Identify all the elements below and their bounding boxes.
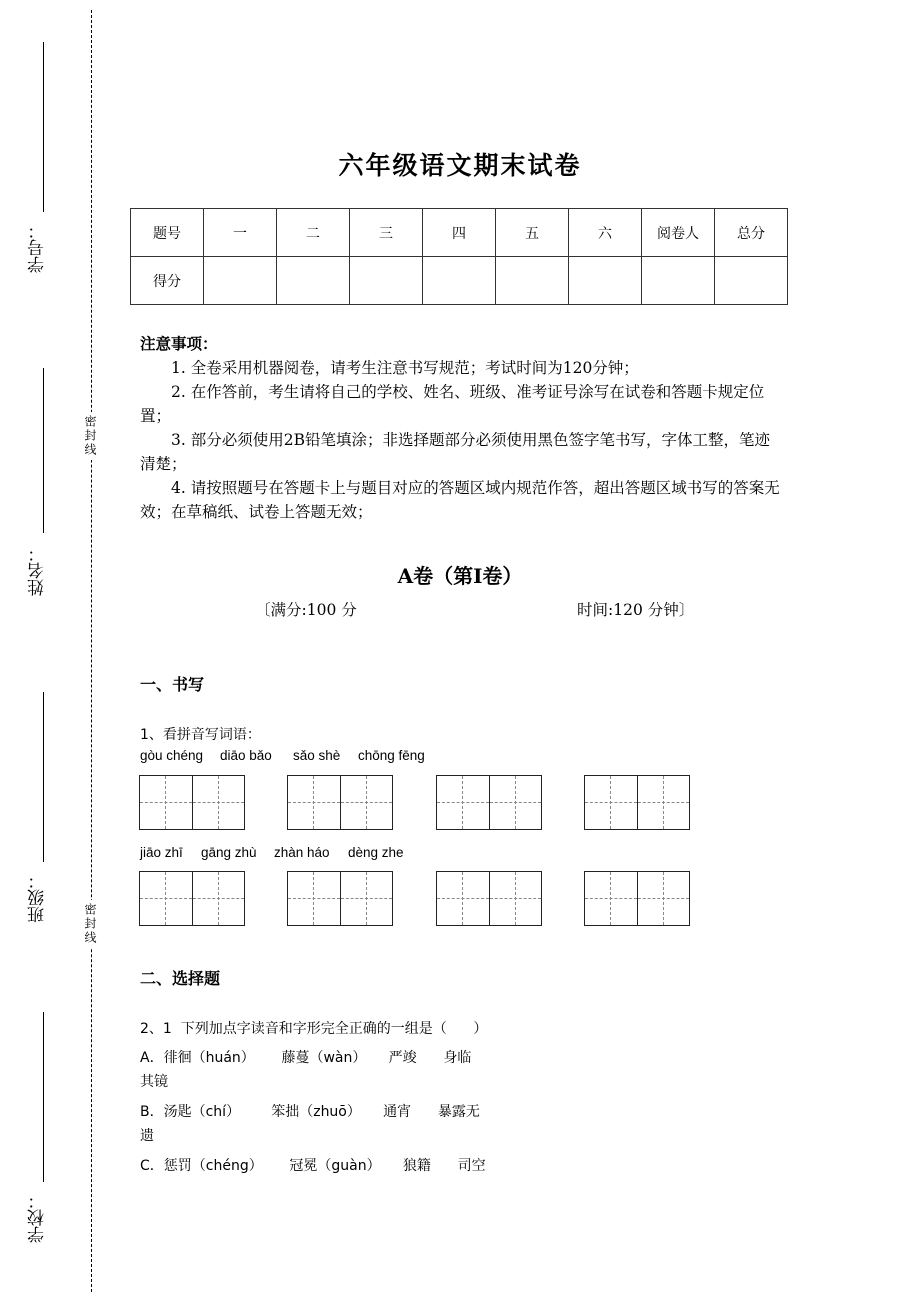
writing-grid[interactable] [287,775,393,830]
notes-block [140,332,785,524]
class-underline [43,692,44,862]
pinyin-label: chōng fēng [358,748,425,763]
question-2-text: 2、1 下列加点字读音和字形完全正确的一组是（ ） [140,1021,488,1037]
pinyin-label: zhàn háo [274,845,330,860]
pinyin-label: gòu chéng [140,748,204,763]
pinyin-label: jiāo zhī [140,845,183,860]
pinyin-label: gāng zhù [201,845,257,860]
writing-grid[interactable] [584,871,690,926]
seal-line-text-top: 密封线 [84,412,96,460]
score-table-header-row [131,209,788,257]
seal-line-text-bottom: 密封线 [84,900,96,948]
note-item: 1. 全卷采用机器阅卷，请考生注意书写规范；考试时间为120分钟； [171,359,639,377]
score-cell[interactable] [569,257,642,305]
school-underline [43,1012,44,1182]
writing-grid[interactable] [139,871,245,926]
option-c: C．惩罚（chéng） 冠冕（guàn） 狼籍 司空 [140,1158,486,1174]
option-b-continued: 遗 [140,1128,154,1144]
name-underline [43,368,44,533]
name-label: 姓名： [28,545,48,596]
full-score: 〔满分:100 分 [255,601,357,619]
student-id-underline [43,42,44,212]
option-a: A．徘徊（huán） 藤蔓（wàn） 严竣 身临 [140,1050,472,1066]
writing-grid[interactable] [584,775,690,830]
writing-grid[interactable] [436,775,542,830]
score-cell[interactable] [350,257,423,305]
header-cell: 总分 [715,209,788,257]
header-cell: 六 [569,209,642,257]
score-cell[interactable] [715,257,788,305]
question-1-text: 1、看拼音写词语： [140,727,261,743]
pinyin-label: sǎo shè [293,748,341,763]
score-cell[interactable] [277,257,350,305]
score-cell[interactable] [423,257,496,305]
class-label: 班级： [28,872,48,923]
row-label-cell: 得分 [131,257,204,305]
exam-time: 时间:120 分钟〕 [577,601,695,619]
score-cell[interactable] [204,257,277,305]
header-cell: 二 [277,209,350,257]
header-cell: 一 [204,209,277,257]
writing-grid[interactable] [139,775,245,830]
note-item: 4. 请按照题号在答题卡上与题目对应的答题区域内规范作答，超出答题区域书写的答案无效；在草稿纸、试卷上答题无效； [140,479,780,521]
binding-dashed-line [91,10,92,1292]
score-cell[interactable] [642,257,715,305]
writing-grid[interactable] [436,871,542,926]
pinyin-label: dèng zhe [348,845,404,860]
note-item: 3. 部分必须使用2B铅笔填涂；非选择题部分必须使用黑色签字笔书写，字体工整，笔迹清楚； [140,431,770,473]
student-id-label: 学号： [28,222,48,273]
exam-title: 六年级语文期末试卷 [338,151,582,180]
section-2-title: 二、选择题 [140,969,221,988]
score-table [130,208,788,305]
volume-title: A卷（第I卷） [397,564,523,588]
pinyin-label: diāo bǎo [220,748,272,763]
option-b: B．汤匙（chí） 笨拙（zhuō） 通宵 暴露无 [140,1104,480,1120]
option-a-continued: 其镜 [140,1074,168,1090]
note-item: 2. 在作答前，考生请将自己的学校、姓名、班级、准考证号涂写在试卷和答题卡规定位置； [140,383,765,425]
header-cell: 三 [350,209,423,257]
school-label: 学校： [28,1192,48,1243]
header-cell: 题号 [131,209,204,257]
writing-grid[interactable] [287,871,393,926]
score-cell[interactable] [496,257,569,305]
notes-heading: 注意事项： [140,334,218,353]
header-cell: 阅卷人 [642,209,715,257]
section-1-title: 一、书写 [140,675,205,694]
header-cell: 四 [423,209,496,257]
header-cell: 五 [496,209,569,257]
score-table-score-row [131,257,788,305]
